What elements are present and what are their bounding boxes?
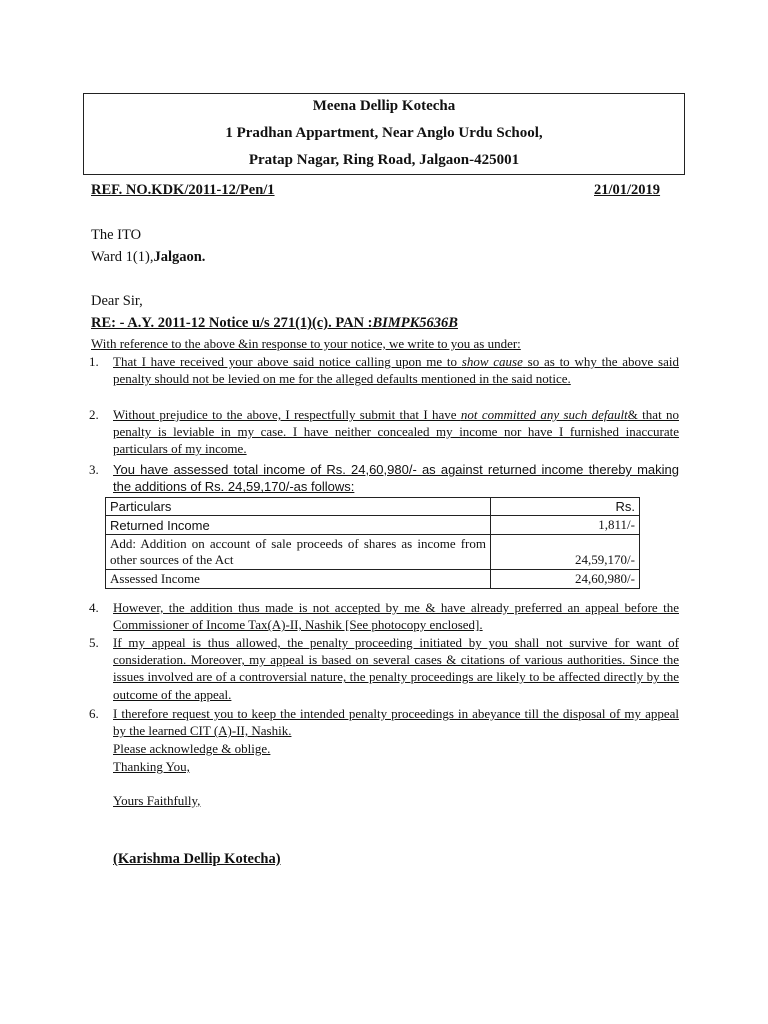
point-text: If my appeal is thus allowed, the penalty proceeding initiated by you shall not survive for want of consideration. Moreover, my appeal is based on several cases & citations of various authorities. Since the issues involved are of a controversial nature, the penalty proceedings are likely to be affected directly by the outcome of the appeal. [113, 635, 679, 702]
subject-line [91, 315, 458, 332]
income-table [105, 497, 640, 589]
table-cell-amount: 1,811/- [491, 516, 640, 535]
point-text: However, the addition thus made is not accepted by me & have already preferred an appeal before the Commissioner of Income Tax(A)-II, Nashik [See photocopy enclosed]. [113, 600, 679, 633]
point-number: 1. [89, 354, 99, 369]
pan-number: BIMPK5636B [372, 315, 458, 331]
reference-number: REF. NO.KDK/2011-12/Pen/1 [91, 182, 275, 198]
point-text: That I have received your above said notice calling upon me to show cause so as to why the above said penalty should not be levied on me for the alleged defaults mentioned in the said notice. [113, 354, 679, 387]
acknowledge-line: Please acknowledge & oblige. [113, 741, 271, 756]
table-header-particulars: Particulars [106, 498, 491, 516]
faithfully-line: Yours Faithfully, [113, 793, 201, 808]
recipient-line1: The ITO [91, 227, 142, 243]
thanks-line: Thanking You, [113, 759, 190, 774]
point-text: Without prejudice to the above, I respectfully submit that I have not committed any such default& that no penalty is leviable in my case. I have neither concealed my income nor have I furnished inaccurate particulars of my income. [113, 407, 680, 457]
intro-line: With reference to the above &in response to your notice, we write to you as under: [91, 336, 521, 351]
table-row [106, 516, 640, 535]
sender-address-line1: 1 Pradhan Appartment, Near Anglo Urdu School, [225, 125, 543, 141]
point-number: 5. [89, 635, 99, 650]
recipient-line2 [91, 249, 205, 266]
recipient-city: Jalgaon. [153, 249, 206, 265]
point-number: 6. [89, 706, 99, 721]
table-cell-amount: 24,60,980/- [491, 570, 640, 589]
sender-name: Meena Dellip Kotecha [312, 98, 456, 114]
table-cell-amount: 24,59,170/- [491, 535, 640, 570]
table-cell-particulars: Assessed Income [106, 570, 491, 589]
point-number: 3. [89, 462, 99, 477]
point-number: 2. [89, 407, 99, 422]
subject-text: RE: - A.Y. 2011-12 Notice u/s 271(1)(c). PAN : [91, 315, 373, 331]
signature-name: (Karishma Dellip Kotecha) [113, 851, 281, 867]
table-row [106, 535, 640, 570]
table-header-row [106, 498, 640, 516]
point-number: 4. [89, 600, 99, 615]
point-text: You have assessed total income of Rs. 24,60,980/- as against returned income thereby making the additions of Rs. 24,59,170/-as follows: [113, 462, 679, 495]
letter-date: 21/01/2019 [594, 182, 661, 198]
table-row [106, 570, 640, 589]
recipient-ward: Ward 1(1), [91, 249, 154, 265]
point-text: I therefore request you to keep the intended penalty proceedings in abeyance till the disposal of my appeal by the learned CIT (A)-II, Nashik. [113, 706, 679, 739]
table-cell-particulars: Returned Income [106, 516, 491, 535]
salutation: Dear Sir, [91, 293, 143, 309]
table-cell-particulars: Add: Addition on account of sale proceeds of shares as income from other sources of the Act [106, 535, 491, 570]
sender-address-line2: Pratap Nagar, Ring Road, Jalgaon-425001 [248, 152, 520, 168]
letterhead-box [83, 93, 685, 175]
table-header-amount: Rs. [491, 498, 640, 516]
